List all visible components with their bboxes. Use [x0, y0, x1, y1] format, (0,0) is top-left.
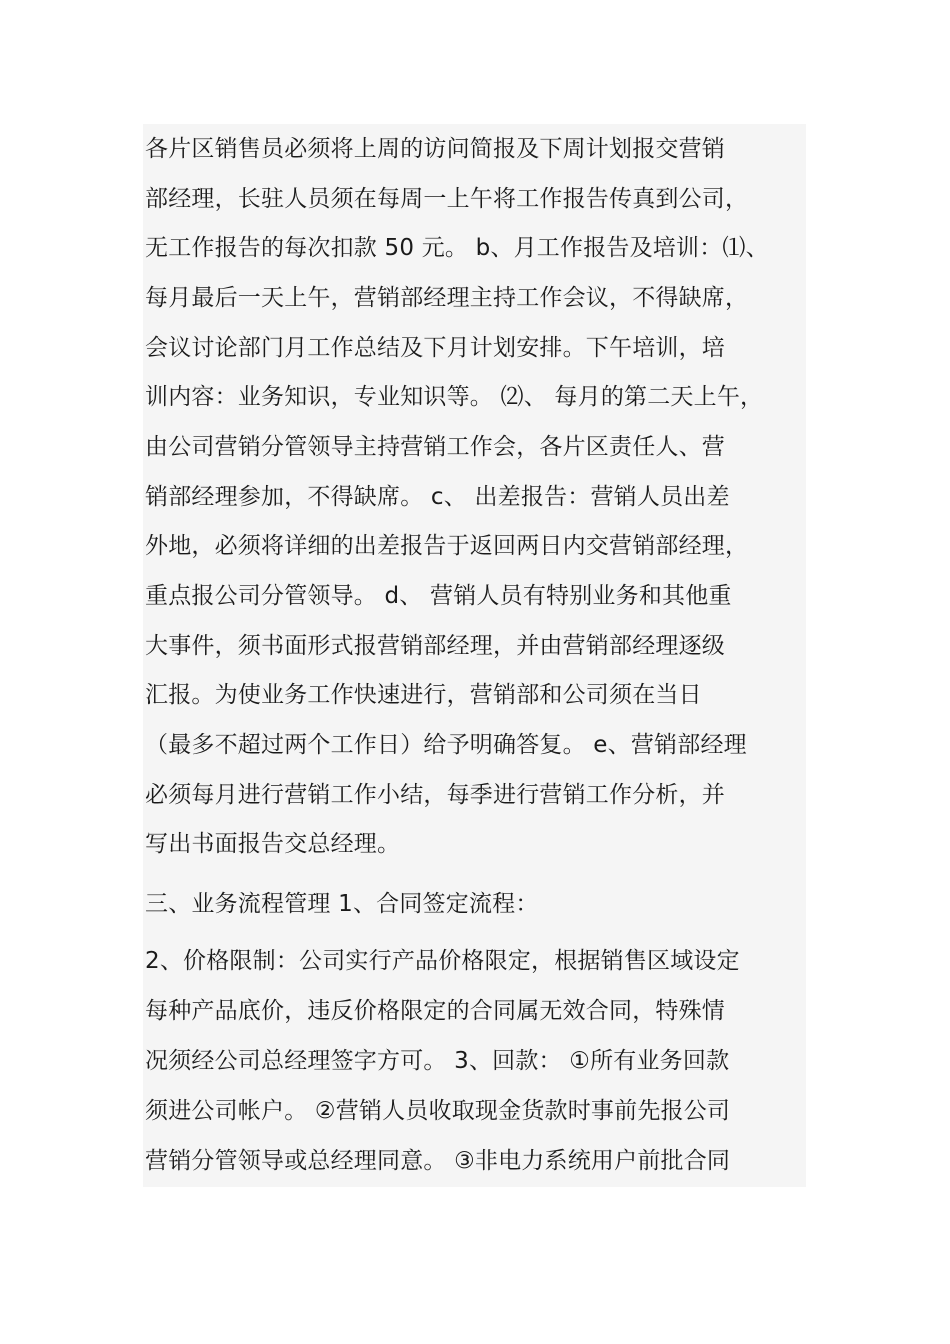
paragraph-line: 每种产品底价，违反价格限定的合同属无效合同，特殊情 [145, 998, 725, 1024]
section-heading-line: 三、业务流程管理 1、合同签定流程： [145, 891, 539, 917]
paragraph-line: 营销分管领导或总经理同意。 ③非电力系统用户前批合同 [145, 1148, 731, 1174]
paragraph-line: 训内容：业务知识，专业知识等。 ⑵、 每月的第二天上午， [145, 384, 764, 410]
paragraph-line: 各片区销售员必须将上周的访问简报及下周计划报交营销 [145, 136, 725, 162]
paragraph-line: 重点报公司分管领导。 d、 营销人员有特别业务和其他重 [145, 583, 732, 609]
paragraph-line: 况须经公司总经理签字方可。 3、回款： ①所有业务回款 [145, 1048, 730, 1074]
paragraph-line: 每月最后一天上午，营销部经理主持工作会议，不得缺席， [145, 285, 749, 311]
paragraph-line: 部经理，长驻人员须在每周一上午将工作报告传真到公司， [145, 186, 749, 212]
paragraph-line: 无工作报告的每次扣款 50 元。 b、月工作报告及培训：⑴、 [145, 235, 769, 261]
paragraph-line: （最多不超过两个工作日）给予明确答复。 e、营销部经理 [145, 732, 747, 758]
paragraph-line: 大事件，须书面形式报营销部经理，并由营销部经理逐级 [145, 633, 725, 659]
paragraph-line: 销部经理参加，不得缺席。 c、 出差报告：营销人员出差 [145, 484, 730, 510]
paragraph-line: 2、价格限制：公司实行产品价格限定，根据销售区域设定 [145, 948, 740, 974]
paragraph-line: 必须每月进行营销工作小结，每季进行营销工作分析，并 [145, 782, 725, 808]
paragraph-line: 汇报。为使业务工作快速进行，营销部和公司须在当日 [145, 682, 702, 708]
paragraph-line: 由公司营销分管领导主持营销工作会，各片区责任人、营 [145, 434, 725, 460]
document-text-block [143, 124, 806, 1187]
paragraph-line: 外地，必须将详细的出差报告于返回两日内交营销部经理， [145, 533, 749, 559]
paragraph-line: 会议讨论部门月工作总结及下月计划安排。下午培训，培 [145, 335, 725, 361]
paragraph-line: 须进公司帐户。 ②营销人员收取现金货款时事前先报公司 [145, 1098, 731, 1124]
paragraph-line: 写出书面报告交总经理。 [145, 831, 401, 857]
